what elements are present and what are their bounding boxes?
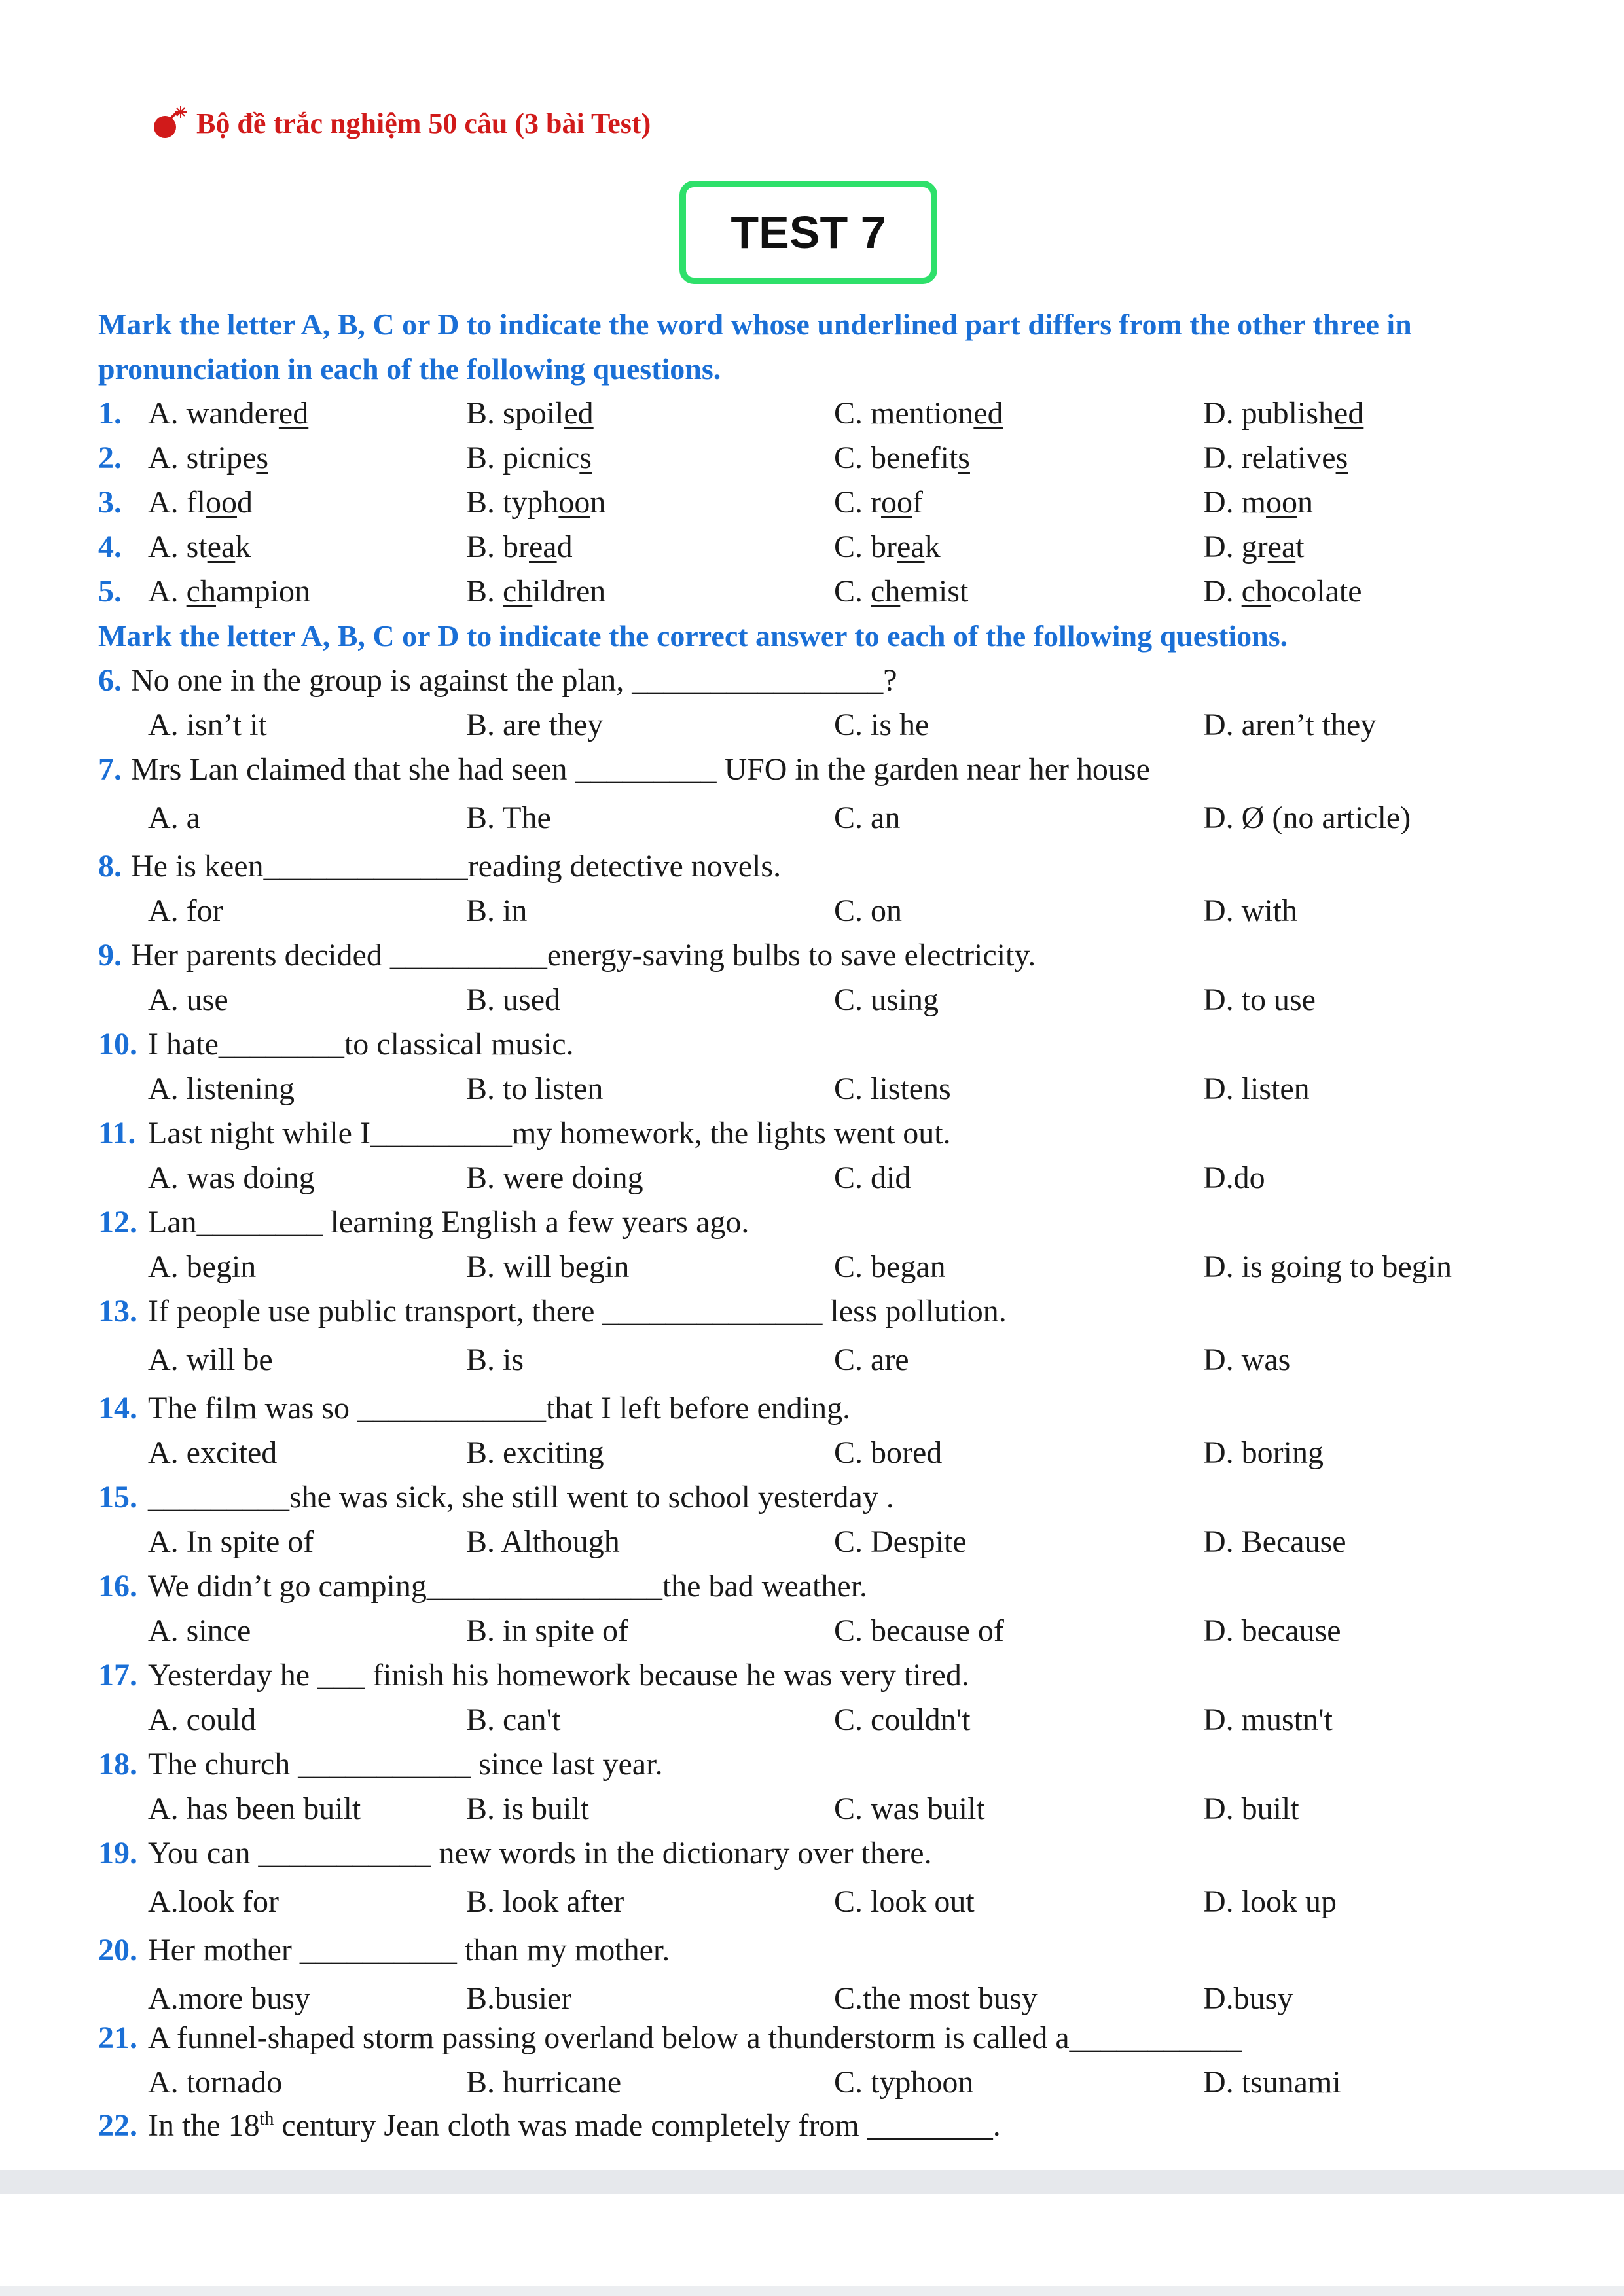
bomb-icon	[149, 105, 189, 141]
answer-option[interactable]: A. In spite of	[148, 1524, 314, 1559]
options-row	[0, 1880, 1624, 1924]
question-number: 17.	[98, 1658, 137, 1693]
answer-option[interactable]: D. to use	[1203, 982, 1316, 1017]
question-stem: _________she was sick, she still went to school yesterday .	[148, 1480, 894, 1515]
answer-option[interactable]: B. is built	[466, 1791, 590, 1826]
question-number: 9.	[98, 938, 122, 973]
options-row	[0, 1338, 1624, 1382]
answer-option[interactable]: C. an	[834, 800, 901, 835]
answer-option[interactable]: B. spoiled	[466, 396, 594, 431]
options-row	[0, 1787, 1624, 1831]
instruction-pronunciation: Mark the letter A, B, C or D to indicate the word whose underlined part differs from the other three in pronunciation in each of the following questions.	[98, 308, 1412, 386]
answer-option[interactable]: A.more busy	[148, 1981, 310, 2016]
answer-option[interactable]: D. Ø (no article)	[1203, 800, 1411, 835]
answer-option[interactable]: A. will be	[148, 1342, 273, 1377]
question-number: 5.	[98, 574, 122, 609]
options-row	[0, 2060, 1624, 2105]
question-number: 2.	[98, 440, 122, 475]
answer-option[interactable]: C. using	[834, 982, 939, 1017]
question-line	[0, 1742, 1624, 1787]
answer-option[interactable]: B. can't	[466, 1702, 561, 1737]
answer-option[interactable]: C. break	[834, 529, 941, 564]
question-line	[0, 1200, 1624, 1245]
question-stem: The film was so ____________that I left before ending.	[148, 1391, 851, 1426]
answer-option[interactable]: B. are they	[466, 708, 604, 742]
answer-option[interactable]: A. for	[148, 893, 223, 928]
answer-option[interactable]: A. a	[148, 800, 200, 835]
answer-option[interactable]: D. published	[1203, 396, 1364, 431]
answer-option[interactable]: B. picnics	[466, 440, 592, 475]
question-stem: No one in the group is against the plan, ________________?	[131, 663, 897, 698]
question-number: 20.	[98, 1933, 137, 1967]
answer-option[interactable]: B. used	[466, 982, 560, 1017]
answer-option[interactable]: A. use	[148, 982, 228, 1017]
options-row	[0, 889, 1624, 933]
question-stem: Last night while I_________my homework, the lights went out.	[148, 1116, 951, 1151]
answer-option[interactable]: C. typhoon	[834, 2065, 974, 2100]
answer-option[interactable]: A. tornado	[148, 2065, 283, 2100]
question-number: 11.	[98, 1116, 136, 1151]
pronunciation-question	[0, 391, 1624, 436]
options-row	[0, 1609, 1624, 1653]
question-number: 16.	[98, 1569, 137, 1604]
answer-option[interactable]: D. was	[1203, 1342, 1291, 1377]
answer-option[interactable]: D. relatives	[1203, 440, 1348, 475]
section-header	[149, 105, 651, 141]
question-stem: Yesterday he ___ finish his homework because he was very tired.	[148, 1658, 969, 1693]
question-stem: Her parents decided __________energy-saving bulbs to save electricity.	[131, 938, 1036, 973]
answer-option[interactable]: C. on	[834, 893, 903, 928]
answer-option[interactable]: A. listening	[148, 1071, 295, 1106]
answer-option[interactable]: D. built	[1203, 1791, 1299, 1826]
question-number: 14.	[98, 1391, 137, 1426]
question-stem: The church ___________ since last year.	[148, 1747, 663, 1782]
question-22	[0, 2104, 1624, 2148]
options-row	[0, 978, 1624, 1022]
answer-option[interactable]: C. roof	[834, 485, 923, 520]
page-divider-bottom	[0, 2286, 1624, 2296]
answer-option[interactable]: D. Because	[1203, 1524, 1346, 1559]
question-stem: Mrs Lan claimed that she had seen _________ UFO in the garden near her house	[131, 752, 1150, 787]
answer-option[interactable]: C. bored	[834, 1435, 943, 1470]
question-number: 10.	[98, 1027, 137, 1062]
answer-option[interactable]: B.busier	[466, 1981, 572, 2016]
answer-option[interactable]: D. tsunami	[1203, 2065, 1341, 2100]
question-line	[0, 1475, 1624, 1520]
options-row	[0, 1245, 1624, 1289]
answer-option[interactable]: C. are	[834, 1342, 909, 1377]
options-row	[0, 1431, 1624, 1475]
answer-option[interactable]: D. with	[1203, 893, 1297, 928]
answer-option[interactable]: D. boring	[1203, 1435, 1324, 1470]
question-stem: Lan________ learning English a few years ago.	[148, 1205, 749, 1240]
answer-option[interactable]: C. couldn't	[834, 1702, 971, 1737]
answer-option[interactable]: C. because of	[834, 1613, 1004, 1648]
answer-option[interactable]: B. to listen	[466, 1071, 604, 1106]
options-row	[0, 1698, 1624, 1742]
answer-option[interactable]: C. chemist	[834, 574, 969, 609]
answer-option[interactable]: C. look out	[834, 1884, 975, 1919]
answer-option[interactable]: C. listens	[834, 1071, 951, 1106]
pronunciation-question	[0, 525, 1624, 569]
answer-option[interactable]: B. children	[466, 574, 606, 609]
question-line	[0, 1928, 1624, 1973]
answer-option[interactable]: A. was doing	[148, 1160, 315, 1195]
answer-option[interactable]: D. moon	[1203, 485, 1313, 520]
answer-option[interactable]: A.look for	[148, 1884, 279, 1919]
answer-option[interactable]: D. is going to begin	[1203, 1249, 1452, 1284]
pronunciation-question	[0, 480, 1624, 525]
question-line	[0, 658, 1624, 703]
test-title: TEST 7	[679, 181, 937, 284]
question-number: 12.	[98, 1205, 137, 1240]
answer-option[interactable]: A. begin	[148, 1249, 257, 1284]
options-row	[0, 1520, 1624, 1564]
question-number: 22.	[98, 2108, 137, 2143]
options-row	[0, 796, 1624, 840]
answer-option[interactable]: D. chocolate	[1203, 574, 1362, 609]
answer-option[interactable]: B. bread	[466, 529, 573, 564]
question-stem: If people use public transport, there ______________ less pollution.	[148, 1294, 1007, 1329]
page-divider	[0, 2170, 1624, 2194]
question-line	[0, 1289, 1624, 1334]
answer-option[interactable]: D. great	[1203, 529, 1305, 564]
question-line	[0, 1386, 1624, 1431]
question-line	[0, 933, 1624, 978]
answer-option[interactable]: D. aren’t they	[1203, 708, 1377, 742]
pronunciation-question	[0, 569, 1624, 614]
answer-option[interactable]: D. mustn't	[1203, 1702, 1333, 1737]
header-text: Bộ đề trắc nghiệm 50 câu (3 bài Test)	[196, 107, 651, 139]
answer-option[interactable]: B. will begin	[466, 1249, 630, 1284]
answer-option[interactable]: A. stripes	[148, 440, 268, 475]
answer-option[interactable]: B. hurricane	[466, 2065, 622, 2100]
question-line	[0, 1111, 1624, 1156]
answer-option[interactable]: D.busy	[1203, 1981, 1293, 2016]
pronunciation-question	[0, 436, 1624, 480]
question-number: 6.	[98, 663, 122, 698]
question-number: 8.	[98, 849, 122, 884]
answer-option[interactable]: D. look up	[1203, 1884, 1337, 1919]
question-number: 18.	[98, 1747, 137, 1782]
answer-option[interactable]: B. were doing	[466, 1160, 643, 1195]
question-number: 4.	[98, 529, 122, 564]
question-number: 3.	[98, 485, 122, 520]
answer-option[interactable]: A. isn’t it	[148, 708, 267, 742]
answer-option[interactable]: A. could	[148, 1702, 257, 1737]
answer-option[interactable]: A. flood	[148, 485, 253, 520]
answer-option[interactable]: B. in spite of	[466, 1613, 628, 1648]
question-line	[0, 1653, 1624, 1698]
question-line	[0, 1022, 1624, 1067]
question-line	[0, 844, 1624, 889]
answer-option[interactable]: B. The	[466, 800, 551, 835]
question-line	[0, 1831, 1624, 1876]
question-stem: Her mother __________ than my mother.	[148, 1933, 670, 1967]
question-stem: He is keen_____________reading detective novels.	[131, 849, 782, 884]
question-stem: In the 18th century Jean cloth was made completely from ________.	[148, 2108, 1001, 2143]
question-number: 15.	[98, 1480, 137, 1515]
answer-option[interactable]: C. benefits	[834, 440, 970, 475]
answer-option[interactable]: B. look after	[466, 1884, 624, 1919]
question-line	[0, 747, 1624, 792]
answer-option[interactable]: C. began	[834, 1249, 946, 1284]
answer-option[interactable]: B. is	[466, 1342, 524, 1377]
question-number: 21.	[98, 2020, 137, 2055]
question-line	[0, 1564, 1624, 1609]
answer-option[interactable]: A. steak	[148, 529, 251, 564]
answer-option[interactable]: A. since	[148, 1613, 251, 1648]
instruction-grammar: Mark the letter A, B, C or D to indicate the correct answer to each of the following questions.	[98, 619, 1288, 653]
options-row	[0, 1067, 1624, 1111]
question-stem: I hate________to classical music.	[148, 1027, 574, 1062]
question-number: 13.	[98, 1294, 137, 1329]
question-stem: A funnel-shaped storm passing overland below a thunderstorm is called a___________	[148, 2020, 1242, 2055]
answer-option[interactable]: A. champion	[148, 574, 310, 609]
question-number: 19.	[98, 1836, 137, 1871]
question-line	[0, 2016, 1624, 2060]
answer-option[interactable]: C. was built	[834, 1791, 985, 1826]
answer-option[interactable]: B. in	[466, 893, 528, 928]
answer-option[interactable]: C.the most busy	[834, 1981, 1038, 2016]
question-stem: You can ___________ new words in the dictionary over there.	[148, 1836, 932, 1871]
answer-option[interactable]: A. wandered	[148, 396, 309, 431]
options-row	[0, 1156, 1624, 1200]
answer-option[interactable]: B. exciting	[466, 1435, 604, 1470]
answer-option[interactable]: D. listen	[1203, 1071, 1310, 1106]
question-number: 7.	[98, 752, 122, 787]
answer-option[interactable]: D.do	[1203, 1160, 1265, 1195]
answer-option[interactable]: A. excited	[148, 1435, 278, 1470]
answer-option[interactable]: B. typhoon	[466, 485, 606, 520]
question-stem: We didn’t go camping_______________the bad weather.	[148, 1569, 868, 1604]
answer-option[interactable]: C. did	[834, 1160, 911, 1195]
answer-option[interactable]: C. is he	[834, 708, 929, 742]
answer-option[interactable]: D. because	[1203, 1613, 1341, 1648]
answer-option[interactable]: C. mentioned	[834, 396, 1003, 431]
answer-option[interactable]: A. has been built	[148, 1791, 361, 1826]
options-row	[0, 1977, 1624, 2021]
options-row	[0, 703, 1624, 747]
answer-option[interactable]: B. Although	[466, 1524, 620, 1559]
question-number: 1.	[98, 396, 122, 431]
answer-option[interactable]: C. Despite	[834, 1524, 967, 1559]
